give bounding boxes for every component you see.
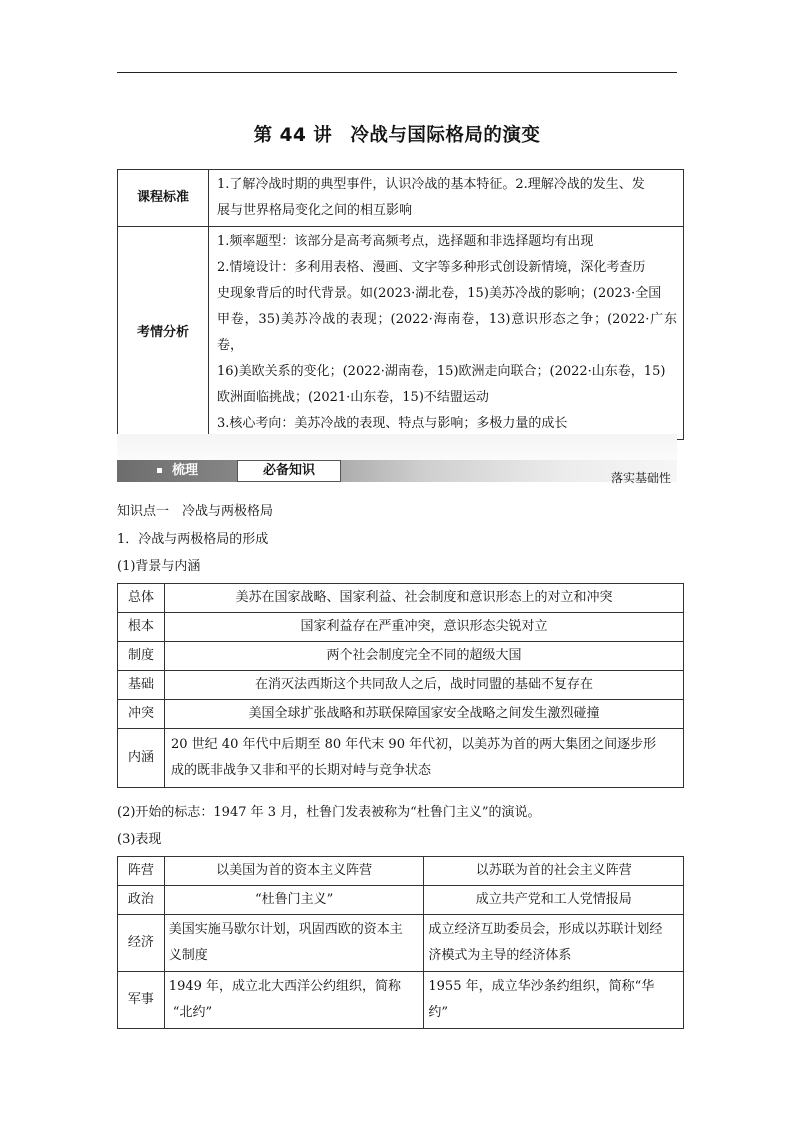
expression-table <box>117 856 684 1029</box>
section-banner <box>117 434 677 496</box>
banner-tag-right: 落实基础性 <box>610 471 671 485</box>
subsection-heading: (3)表现 <box>117 832 162 847</box>
lecture-topic: 冷战与国际格局的演变 <box>350 125 541 146</box>
page-title <box>0 121 794 147</box>
background-table <box>117 583 684 788</box>
content-line: 史现象背后的时代背景。如(2023·湖北卷，15)美苏冷战的影响；(2023·全国 <box>217 286 662 301</box>
table-row: 冲突 美国全球扩张战略和苏联保障国家安全战略之间发生激烈碰撞 <box>118 700 684 729</box>
banner-bar <box>117 460 677 482</box>
content-line: 欧洲面临挑战；(2021·山东卷，15)不结盟运动 <box>217 390 489 405</box>
content-line: 1.频率题型：该部分是高考高频考点，选择题和非选择题均有出现 <box>217 234 594 249</box>
row-content <box>209 170 684 227</box>
content-line: 1.了解冷战时期的典型事件，认识冷战的基本特征。2.理解冷战的发生、发 <box>217 177 645 192</box>
row-label: 课程标准 <box>118 170 209 227</box>
banner-tag-secondary: 必备知识 <box>237 460 341 482</box>
lecture-number: 第 44 讲 <box>253 125 333 146</box>
table-row: 基础 在消灭法西斯这个共同敌人之后，战时同盟的基础不复存在 <box>118 671 684 700</box>
table-row: 总体 美苏在国家战略、国家利益、社会制度和意识形态上的对立和冲突 <box>118 584 684 613</box>
table-row: 制度 两个社会制度完全不同的超级大国 <box>118 642 684 671</box>
content-line: 甲卷，35)美苏冷战的表现；(2022·海南卷，13)意识形态之争；(2022·广东卷， <box>217 312 677 353</box>
content-line: 16)美欧关系的变化；(2022·湖南卷，15)欧洲走向联合；(2022·山东卷，15) <box>217 364 666 379</box>
standards-row <box>118 170 684 227</box>
standards-table <box>117 169 684 440</box>
table-row: 内涵 20 世纪 40 年代中后期至 80 年代末 90 年代初，以美苏为首的两大集团之间逐步形 成的既非战争又非和平的长期对峙与竞争状态 <box>118 729 684 788</box>
square-bullet-icon <box>157 468 162 473</box>
banner-tag-primary: 梳理 <box>157 460 198 482</box>
table-row: 军事 1949 年，成立北大西洋公约组织，简称 “北约” 1955 年，成立华沙条约组织，简称“华 约” <box>118 972 684 1029</box>
content-line: 3.核心考向：美苏冷战的表现、特点与影响；多极力量的成长 <box>217 416 568 431</box>
content-line: 展与世界格局变化之间的相互影响 <box>217 203 413 218</box>
section-heading: 知识点一 冷战与两极格局 <box>117 504 274 519</box>
row-content <box>209 227 684 440</box>
table-row: 根本 国家利益存在严重冲突，意识形态尖锐对立 <box>118 613 684 642</box>
header-rule <box>117 72 677 73</box>
start-text: (2)开始的标志：1947 年 3 月，杜鲁门发表被称为“杜鲁门主义”的演说。 <box>117 805 541 820</box>
table-row: 经济 美国实施马歇尔计划，巩固西欧的资本主 义制度 成立经济互助委员会，形成以苏联计划经 济模式为主导的经济体系 <box>118 915 684 972</box>
content-line: 2.情境设计：多利用表格、漫画、文字等多种形式创设新情境，深化考查历 <box>217 260 646 275</box>
table-header-row: 阵营 以美国为首的资本主义阵营 以苏联为首的社会主义阵营 <box>118 857 684 886</box>
row-label: 考情分析 <box>118 227 209 440</box>
subsection-heading: 1．冷战与两极格局的形成 <box>117 532 269 547</box>
subsection-heading: (1)背景与内涵 <box>117 559 201 574</box>
analysis-row <box>118 227 684 440</box>
table-row: 政治 “杜鲁门主义” 成立共产党和工人党情报局 <box>118 886 684 915</box>
